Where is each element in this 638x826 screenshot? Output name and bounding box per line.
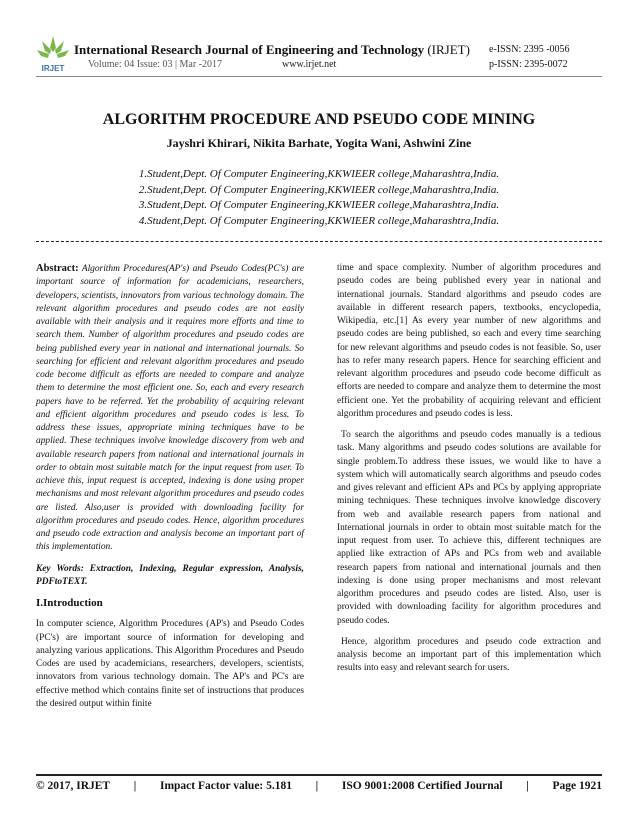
footer-copyright: © 2017, IRJET <box>36 780 111 792</box>
journal-name: International Research Journal of Engineering and Technology <box>74 42 425 57</box>
volume-issue: Volume: 04 Issue: 03 | Mar -2017 <box>88 59 223 70</box>
title-divider <box>36 241 602 242</box>
abstract <box>36 262 304 555</box>
logo-text: IRJET <box>41 64 65 73</box>
abstract-body: Algorithm Procedures(AP's) and Pseudo Codes(PC's) are important source of information for academicians, researchers, developers, scientists, innovators from various technology domain. The relevant algorithm procedures and pseudo codes are not easily available with their analysis and it requires more efforts and time to search them. Number of algorithm procedures and pseudo codes are being published every year in national and international journals. So searching for efficient and relevant algorithm procedures and pseudo code become difficult as efforts are needed to compare and analyze them to determine the most efficient one. So, each and every research papers have to be referred. Yet the probability of acquiring relevant and efficient algorithm procedures and pseudo codes is less. To address these issues, appropriate mining techniques have to be applied. These techniques involve knowledge discovery from web and available research papers from national and international journals in order to obtain most suitable match for the input request from user. To achieve this, input request is accepted, indexing is done using proper mechanisms and most relevant algorithm procedures and pseudo codes are listed. Also,user is provided with downloading facility for algorithm procedures and pseudo codes. Hence, algorithm procedures and pseudo code extraction and analysis become an important part of this implementation. <box>36 264 304 553</box>
keywords: Key Words: Extraction, Indexing, Regular expression, Analysis, PDFtoTEXT. <box>36 563 304 587</box>
e-issn: e-ISSN: 2395 -0056 <box>489 44 570 55</box>
irjet-logo <box>36 34 70 74</box>
intro-paragraph: In computer science, Algorithm Procedures (AP's) and Pseudo Codes (PC's) are important source of information for developing and analyzing various applications. This Algorithm Procedures and Pseudo Codes are used by academicians, researchers, developers, scientists, innovators from various technology domain. The AP's and PC's are effective method which contains finite set of instructions that produces the desired output within finite <box>36 619 304 709</box>
intro-heading: I.Introduction <box>36 597 103 609</box>
left-column <box>36 262 304 719</box>
footer-separator: | <box>526 780 529 792</box>
p-issn: p-ISSN: 2395-0072 <box>489 59 568 70</box>
affiliations <box>0 167 638 229</box>
affiliation-3: 3.Student,Dept. Of Computer Engineering,KKWIEER college,Maharashtra,India. <box>138 199 500 211</box>
page-footer <box>36 780 602 792</box>
footer-separator: | <box>133 780 137 792</box>
footer-divider <box>36 774 602 776</box>
header-divider <box>36 76 602 77</box>
journal-title <box>74 42 470 58</box>
footer-separator: | <box>315 780 319 792</box>
footer-page-number: Page 1921 <box>552 780 602 792</box>
journal-abbrev: (IRJET) <box>427 42 470 57</box>
right-paragraph-1: time and space complexity. Number of algorithm procedures and pseudo codes are being published every year in national and international journals. Standard algorithms and pseudo codes are available in different research papers, textbooks, encyclopedia, Wikipedia, etc.[1] As every year number of new algorithms and pseudo codes are being published, so each and every time searching for new relevant algorithms and pseudo codes is not feasible. So, user has to refer many research papers. Hence for searching efficient and relevant algorithm procedures and pseudo code become difficult as efforts are needed to compare and analyze them to determine the most efficient one. Yet the probability of acquiring relevant and efficient algorithm procedures and pseudo codes is less. <box>337 263 601 419</box>
footer-impact-factor: Impact Factor value: 5.181 <box>159 780 292 792</box>
affiliation-2: 2.Student,Dept. Of Computer Engineering,KKWIEER college,Maharashtra,India. <box>138 183 500 196</box>
right-paragraph-3: Hence, algorithm procedures and pseudo code extraction and analysis become an important part of this implementation which results into easy and relevant search for users. <box>337 636 601 674</box>
paper-authors: Jayshri Khirari, Nikita Barhate, Yogita Wani, Ashwini Zine <box>166 136 472 150</box>
paper-title: ALGORITHM PROCEDURE AND PSEUDO CODE MINING <box>102 111 536 128</box>
affiliation-1: 1.Student,Dept. Of Computer Engineering,KKWIEER college,Maharashtra,India. <box>138 168 500 180</box>
affiliation-4: 4.Student,Dept. Of Computer Engineering,KKWIEER college,Maharashtra,India. <box>138 214 500 227</box>
abstract-label: Abstract: <box>36 263 79 274</box>
right-column <box>337 262 601 684</box>
footer-iso: ISO 9001:2008 Certified Journal <box>341 780 503 792</box>
right-paragraph-2: To search the algorithms and pseudo codes manually is a tedious task. Many algorithms and pseudo codes solutions are available for single problem.To address these issues, we would like to have a system which will automatically search algorithms and pseudo codes and gives relevant and efficient APs and PCs by applying appropriate mining techniques. These techniques involve knowledge discovery from web and available research papers from national and International journals in order to obtain most suitable match for the input request from user. To achieve this, different techniques are applied like extraction of APs and PCs from web and available research papers from national and international journals and then indexing is done using proper mechanisms and most relevant algorithm procedures and pseudo codes are listed. Also, user is provided with downloading facility for algorithm procedures and pseudo codes. <box>337 430 601 626</box>
journal-website[interactable]: www.irjet.net <box>282 59 337 70</box>
